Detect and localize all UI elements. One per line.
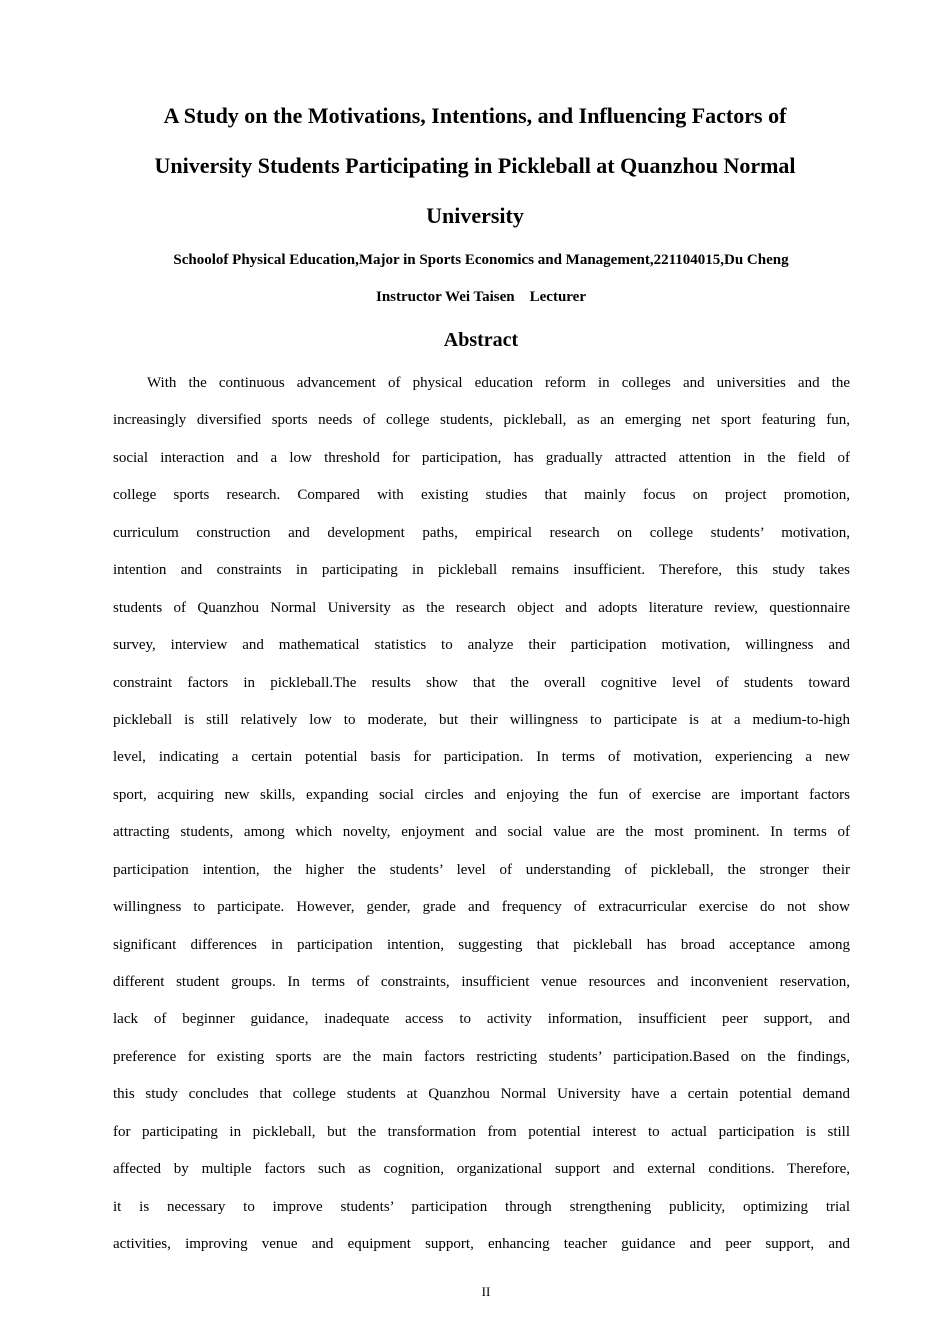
abstract-line: sport, acquiring new skills, expanding social circles and enjoying the fun of exercise are important factors — [113, 786, 850, 803]
abstract-line: participation intention, the higher the students’ level of understanding of pickleball, the stronger their — [113, 861, 850, 878]
abstract-line: With the continuous advancement of physical education reform in colleges and universities and the — [147, 375, 850, 391]
abstract-line: survey, interview and mathematical statistics to analyze their participation motivation, willingness and — [113, 637, 850, 654]
abstract-line: significant differences in participation intention, suggesting that pickleball has broad acceptance among — [113, 936, 850, 953]
abstract-line: constraint factors in pickleball.The results show that the overall cognitive level of students toward — [113, 674, 850, 691]
instructor-line: Instructor Wei Taisen Lecturer — [375, 289, 586, 305]
abstract-line: pickleball is still relatively low to moderate, but their willingness to participate is at a medium-to-high — [113, 711, 850, 728]
abstract-body — [113, 365, 850, 1264]
abstract-line: social interaction and a low threshold for participation, has gradually attracted attention in the field of — [113, 449, 850, 466]
abstract-line: level, indicating a certain potential basis for participation. In terms of motivation, experiencing a new — [113, 749, 850, 766]
abstract-line: curriculum construction and development paths, empirical research on college students’ motivation, — [113, 524, 850, 541]
abstract-line: students of Quanzhou Normal University as the research object and adopts literature review, questionnaire — [113, 599, 850, 616]
title-line-3: University — [426, 203, 524, 228]
author-affiliation: Schoolof Physical Education,Major in Sports Economics and Management,221104015,Du Cheng — [173, 252, 789, 268]
page-number: II — [481, 1284, 491, 1299]
abstract-line: college sports research. Compared with existing studies that mainly focus on project promotion, — [113, 487, 850, 504]
abstract-line: preference for existing sports are the main factors restricting students’ participation.Based on the findings, — [113, 1048, 850, 1065]
abstract-line: increasingly diversified sports needs of college students, pickleball, as an emerging net sport featuring fun, — [113, 412, 850, 429]
abstract-line: lack of beginner guidance, inadequate access to activity information, insufficient peer support, and — [113, 1011, 850, 1028]
abstract-heading: Abstract — [443, 329, 519, 351]
abstract-line: willingness to participate. However, gender, grade and frequency of extracurricular exercise do not show — [113, 899, 850, 916]
title-line-1: A Study on the Motivations, Intentions, and Influencing Factors of — [163, 103, 787, 128]
title-line-2: University Students Participating in Pickleball at Quanzhou Normal — [154, 153, 796, 178]
abstract-line: attracting students, among which novelty, enjoyment and social value are the most prominent. In terms of — [113, 824, 850, 841]
abstract-line: for participating in pickleball, but the transformation from potential interest to actual participation is still — [113, 1123, 850, 1140]
abstract-line: different student groups. In terms of constraints, insufficient venue resources and inconvenient reservation, — [113, 974, 850, 990]
abstract-line: affected by multiple factors such as cognition, organizational support and external conditions. Therefore, — [113, 1161, 850, 1178]
abstract-line: intention and constraints in participating in pickleball remains insufficient. Therefore, this study takes — [113, 562, 850, 579]
abstract-line: this study concludes that college students at Quanzhou Normal University have a certain potential demand — [113, 1086, 850, 1103]
abstract-line: it is necessary to improve students’ participation through strengthening publicity, optimizing trial — [113, 1198, 850, 1215]
abstract-line: activities, improving venue and equipment support, enhancing teacher guidance and peer support, and — [113, 1236, 850, 1253]
